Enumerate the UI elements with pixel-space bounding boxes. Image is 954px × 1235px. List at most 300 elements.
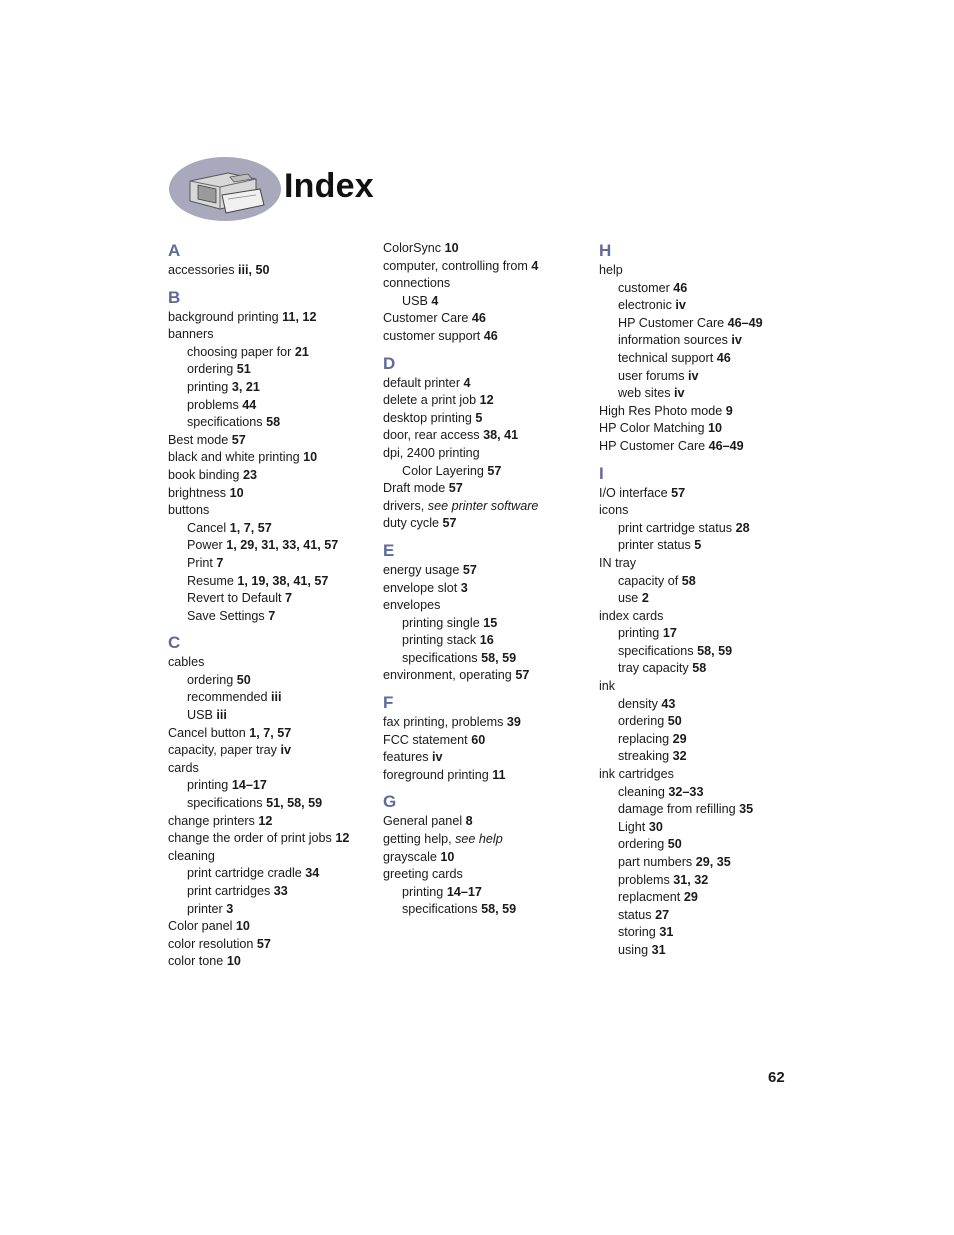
page-reference: 32–33 [668, 784, 704, 799]
index-term: Draft mode [383, 481, 446, 496]
index-entry [383, 392, 583, 410]
page-reference: 21 [294, 344, 309, 359]
section-letter: F [383, 693, 394, 713]
index-subentry [599, 332, 799, 350]
index-term: cards [168, 760, 199, 775]
index-subentry [599, 854, 799, 872]
index-term: Revert to Default [187, 591, 282, 606]
index-term: HP Color Matching [599, 421, 705, 436]
page-reference: 46 [471, 311, 486, 326]
index-subentry [599, 942, 799, 960]
section-letter: G [383, 792, 397, 812]
index-term: specifications [402, 650, 478, 665]
page-reference: 46–49 [727, 315, 763, 330]
index-entry [383, 375, 583, 393]
page-reference: 31, 32 [673, 872, 709, 887]
index-term: desktop printing [383, 410, 472, 425]
index-term: density [618, 696, 658, 711]
page-reference: 46–49 [708, 438, 744, 453]
index-term: cleaning [168, 848, 215, 863]
index-subentry [168, 520, 368, 538]
index-subentry [168, 379, 368, 397]
index-subentry [168, 573, 368, 591]
page-reference: 1, 7, 57 [229, 520, 272, 535]
index-entry [168, 485, 368, 503]
index-term: specifications [618, 643, 694, 658]
index-subentry [168, 883, 368, 901]
index-subentry [599, 696, 799, 714]
index-entry [168, 725, 368, 743]
index-subentry [168, 795, 368, 813]
index-term: storing [618, 925, 656, 940]
index-term: Power [187, 538, 223, 553]
index-entry [383, 445, 583, 463]
index-term: foreground printing [383, 767, 489, 782]
index-subentry [383, 884, 583, 902]
page-reference: 30 [648, 819, 663, 834]
index-entry [383, 732, 583, 750]
page-reference: 5 [694, 538, 702, 553]
page-reference: 31 [651, 942, 666, 957]
index-subentry [599, 731, 799, 749]
index-subentry [599, 368, 799, 386]
page-reference: 58, 59 [481, 650, 517, 665]
page-reference: 58 [692, 661, 707, 676]
index-subentry [599, 537, 799, 555]
index-term: printer [187, 901, 223, 916]
index-term: door, rear access [383, 428, 480, 443]
index-term: print cartridges [187, 884, 271, 898]
index-term: USB [187, 708, 213, 723]
index-entry [599, 502, 799, 520]
index-entry [383, 310, 583, 328]
index-term: problems [618, 872, 670, 887]
index-entry [383, 667, 583, 685]
index-entry [383, 410, 583, 428]
index-subentry [383, 615, 583, 633]
page-reference: 3 [460, 580, 468, 595]
page-reference: 3, 21 [231, 379, 260, 394]
index-term: damage from refilling [618, 802, 736, 817]
chapter-header [168, 155, 568, 225]
page-reference: 9 [725, 403, 733, 418]
page-reference: 58 [681, 573, 696, 588]
index-term: HP Customer Care [618, 315, 725, 330]
page-reference: 35 [739, 802, 754, 817]
page-reference: 57 [671, 485, 686, 500]
index-entry [383, 749, 583, 767]
index-term: Print [187, 555, 213, 570]
index-subentry [168, 777, 368, 795]
page-reference: 2 [641, 591, 649, 606]
index-subentry [599, 280, 799, 298]
index-term: customer [618, 280, 670, 295]
page-reference: 46 [483, 328, 498, 343]
index-term: connections [383, 276, 451, 291]
page-reference: iv [432, 750, 443, 765]
index-subentry [599, 713, 799, 731]
index-entry [383, 866, 583, 884]
page-reference: 7 [268, 608, 276, 623]
index-subentry [599, 836, 799, 854]
section-letter: E [383, 540, 395, 560]
see-reference: see printer software [427, 498, 539, 513]
page-reference: iv [731, 333, 742, 348]
index-term: Best mode [168, 432, 229, 447]
index-entry [383, 480, 583, 498]
page-reference: 39 [506, 715, 521, 730]
index-term: Color panel [168, 919, 233, 934]
index-entry [168, 830, 368, 848]
index-entry [168, 432, 368, 450]
page-reference: iv [688, 368, 699, 383]
page-reference: iii [271, 690, 282, 705]
index-subentry [168, 414, 368, 432]
index-term: change the order of print jobs [168, 831, 332, 846]
index-entry [599, 766, 799, 784]
page-reference: 51 [236, 362, 251, 377]
index-term: specifications [187, 796, 263, 811]
index-term: black and white printing [168, 450, 300, 465]
index-term: customer support [383, 328, 481, 343]
page-reference: 10 [226, 954, 241, 969]
index-term: greeting cards [383, 867, 463, 882]
index-term: envelopes [383, 598, 441, 613]
index-term: ordering [187, 362, 234, 377]
index-entry [168, 502, 368, 520]
page-reference: 50 [667, 714, 682, 729]
index-subentry [599, 520, 799, 538]
index-term: getting help, [383, 832, 452, 847]
page-reference: 57 [462, 562, 477, 577]
index-subentry [599, 350, 799, 368]
index-subentry [599, 573, 799, 591]
index-entry [599, 262, 799, 280]
index-term: specifications [402, 902, 478, 917]
index-subentry [599, 660, 799, 678]
index-subentry [383, 901, 583, 919]
index-subentry [599, 315, 799, 333]
index-entry [168, 309, 368, 327]
index-subentry [168, 865, 368, 883]
index-term: Resume [187, 573, 234, 588]
index-entry [383, 258, 583, 276]
page-number: 62 [768, 1069, 785, 1086]
index-entry [168, 742, 368, 760]
page-reference: 12 [479, 393, 494, 408]
page-reference: 57 [256, 936, 271, 951]
index-term: banners [168, 327, 214, 342]
index-term: capacity, paper tray [168, 743, 277, 758]
page-reference: 28 [735, 520, 750, 535]
page-reference: 51, 58, 59 [266, 796, 323, 811]
index-term: ink [599, 679, 616, 694]
section-letter: B [168, 287, 181, 307]
index-column-3 [599, 240, 799, 960]
index-term: printing single [402, 615, 480, 630]
index-entry [168, 760, 368, 778]
index-term: electronic [618, 298, 672, 313]
index-entry [383, 240, 583, 258]
page-reference: 7 [216, 555, 224, 570]
page-reference: 14–17 [446, 884, 482, 899]
index-term: brightness [168, 485, 227, 500]
printer-icon [168, 155, 284, 223]
index-term: accessories [168, 263, 235, 277]
index-term: ink cartridges [599, 767, 674, 782]
page-reference: 11, 12 [282, 309, 317, 324]
section-letter: I [599, 463, 604, 483]
index-entry [383, 275, 583, 293]
index-entry [168, 467, 368, 485]
index-subentry [599, 590, 799, 608]
index-entry [383, 328, 583, 346]
page-reference: 50 [667, 837, 682, 852]
page-reference: 57 [515, 668, 530, 683]
index-subentry [599, 625, 799, 643]
index-term: printer status [618, 538, 691, 553]
page-reference: 46 [673, 280, 688, 295]
index-subentry [168, 901, 368, 919]
index-entry [168, 449, 368, 467]
index-term: print cartridge cradle [187, 866, 302, 881]
index-term: replacment [618, 890, 681, 905]
index-term: printing [618, 626, 660, 641]
index-subentry [599, 872, 799, 890]
page-title: Index [284, 167, 374, 205]
index-entry [168, 262, 368, 280]
index-term: Cancel [187, 520, 227, 535]
index-column-1 [168, 240, 368, 971]
index-term: default printer [383, 375, 461, 390]
index-subentry [599, 907, 799, 925]
index-term: grayscale [383, 849, 437, 864]
index-term: computer, controlling from [383, 258, 528, 273]
index-subentry [599, 643, 799, 661]
index-term: drivers, [383, 498, 425, 513]
index-term: color tone [168, 954, 224, 969]
index-entry [383, 562, 583, 580]
page-reference: 57 [448, 481, 463, 496]
index-subentry [383, 293, 583, 311]
page-reference: 32 [672, 749, 687, 764]
index-subentry [168, 590, 368, 608]
index-term: HP Customer Care [599, 438, 706, 453]
index-entry [383, 427, 583, 445]
page-reference: 31 [659, 925, 674, 940]
index-term: tray capacity [618, 661, 689, 676]
index-term: change printers [168, 813, 255, 828]
page-reference: 4 [531, 258, 539, 273]
page-reference: 34 [305, 866, 320, 881]
page-reference: 46 [716, 350, 731, 365]
index-term: IN tray [599, 555, 637, 570]
index-term: delete a print job [383, 393, 477, 408]
page-reference: 58, 59 [481, 902, 517, 917]
index-entry [383, 849, 583, 867]
index-term: printing [402, 884, 444, 899]
index-subentry [168, 555, 368, 573]
index-term: use [618, 591, 639, 606]
index-term: problems [187, 397, 239, 412]
index-term: Save Settings [187, 608, 265, 623]
index-term: fax printing, problems [383, 715, 504, 730]
page-reference: iii [216, 708, 227, 723]
index-term: specifications [187, 415, 263, 430]
page-reference: 44 [242, 397, 257, 412]
index-entry [383, 767, 583, 785]
page-reference: iv [674, 386, 685, 401]
page-reference: 5 [475, 410, 483, 425]
page-reference: 57 [231, 432, 246, 447]
page-reference: 14–17 [231, 778, 267, 793]
index-term: cables [168, 655, 205, 670]
index-term: I/O interface [599, 485, 668, 500]
index-term: icons [599, 503, 629, 518]
page-reference: 15 [483, 615, 498, 630]
index-subentry [168, 608, 368, 626]
index-entry [599, 438, 799, 456]
index-term: choosing paper for [187, 344, 292, 359]
page-reference: 4 [463, 375, 471, 390]
page-reference: 10 [440, 849, 455, 864]
see-reference: see help [455, 832, 503, 847]
page-reference: 10 [303, 450, 318, 465]
index-term: background printing [168, 309, 279, 324]
index-term: color resolution [168, 936, 254, 951]
page-reference: 58, 59 [697, 643, 733, 658]
index-subentry [168, 672, 368, 690]
page-reference: 7 [285, 591, 293, 606]
page-reference: 1, 7, 57 [249, 725, 292, 740]
index-entry [383, 498, 583, 516]
index-term: printing [187, 379, 229, 394]
index-entry [383, 580, 583, 598]
index-entry [383, 515, 583, 533]
index-term: USB [402, 293, 428, 308]
index-subentry [599, 784, 799, 802]
index-term: recommended [187, 690, 268, 705]
index-term: print cartridge status [618, 520, 733, 535]
page-reference: 43 [661, 696, 676, 711]
page-reference: 38, 41 [483, 428, 519, 443]
index-term: part numbers [618, 855, 693, 869]
index-subentry [599, 801, 799, 819]
index-term: streaking [618, 749, 670, 764]
index-term: energy usage [383, 562, 460, 577]
index-entry [599, 403, 799, 421]
index-entry [599, 420, 799, 438]
index-term: capacity of [618, 573, 679, 588]
page-reference: 50 [236, 672, 251, 687]
index-subentry [599, 385, 799, 403]
page-reference: 57 [442, 516, 457, 531]
section-letter: H [599, 241, 612, 260]
index-term: ordering [618, 714, 665, 729]
index-term: features [383, 750, 429, 765]
index-entry [599, 678, 799, 696]
index-subentry [599, 889, 799, 907]
page-reference: 16 [479, 633, 494, 648]
page-reference: 29, 35 [695, 855, 731, 869]
index-term: ColorSync [383, 241, 442, 255]
index-term: using [618, 942, 649, 957]
page-reference: 12 [335, 831, 350, 846]
index-subentry [383, 650, 583, 668]
index-term: technical support [618, 350, 714, 365]
index-entry [168, 953, 368, 971]
index-term: status [618, 907, 652, 922]
index-entry [383, 714, 583, 732]
index-subentry [599, 819, 799, 837]
index-entry [168, 813, 368, 831]
index-entry [383, 813, 583, 831]
index-entry [168, 326, 368, 344]
page-reference: 60 [471, 732, 486, 747]
index-subentry [168, 537, 368, 555]
page-reference: iv [675, 298, 686, 313]
section-letter: A [168, 241, 181, 260]
page-reference: 10 [707, 421, 722, 436]
index-entry [168, 654, 368, 672]
index-subentry [383, 463, 583, 481]
index-term: Color Layering [402, 463, 484, 478]
page-reference: 10 [235, 919, 250, 934]
index-subentry [168, 707, 368, 725]
page-reference: 4 [431, 293, 439, 308]
index-term: ordering [187, 672, 234, 687]
page-reference: 17 [662, 626, 677, 641]
index-term: General panel [383, 814, 463, 829]
index-term: environment, operating [383, 668, 512, 683]
page-reference: 33 [273, 884, 288, 898]
index-term: replacing [618, 731, 670, 746]
section-letter: C [168, 633, 181, 653]
index-entry [168, 918, 368, 936]
page-reference: 58 [266, 415, 281, 430]
page-reference: 29 [672, 731, 687, 746]
index-entry [599, 555, 799, 573]
page-reference: 8 [465, 814, 473, 829]
index-term: web sites [618, 386, 671, 401]
index-subentry [168, 344, 368, 362]
index-term: dpi, 2400 printing [383, 445, 480, 460]
index-term: buttons [168, 503, 210, 518]
index-term: FCC statement [383, 732, 468, 747]
index-term: envelope slot [383, 580, 458, 595]
index-term: Cancel button [168, 725, 246, 740]
page-reference: 29 [683, 890, 698, 905]
index-term: High Res Photo mode [599, 403, 723, 418]
index-subentry [168, 689, 368, 707]
index-subentry [599, 297, 799, 315]
index-entry [383, 831, 583, 849]
index-subentry [168, 397, 368, 415]
page-reference: iv [280, 743, 291, 758]
index-entry [168, 936, 368, 954]
index-term: help [599, 263, 623, 277]
index-term: information sources [618, 333, 728, 348]
index-term: Light [618, 819, 646, 834]
index-term: duty cycle [383, 516, 439, 531]
index-term: book binding [168, 467, 240, 482]
index-term: printing stack [402, 633, 477, 648]
index-entry [599, 608, 799, 626]
page-reference: 23 [242, 467, 257, 482]
page-reference: 1, 29, 31, 33, 41, 57 [226, 538, 339, 553]
page-reference: 12 [258, 813, 273, 828]
index-column-2 [383, 240, 583, 919]
